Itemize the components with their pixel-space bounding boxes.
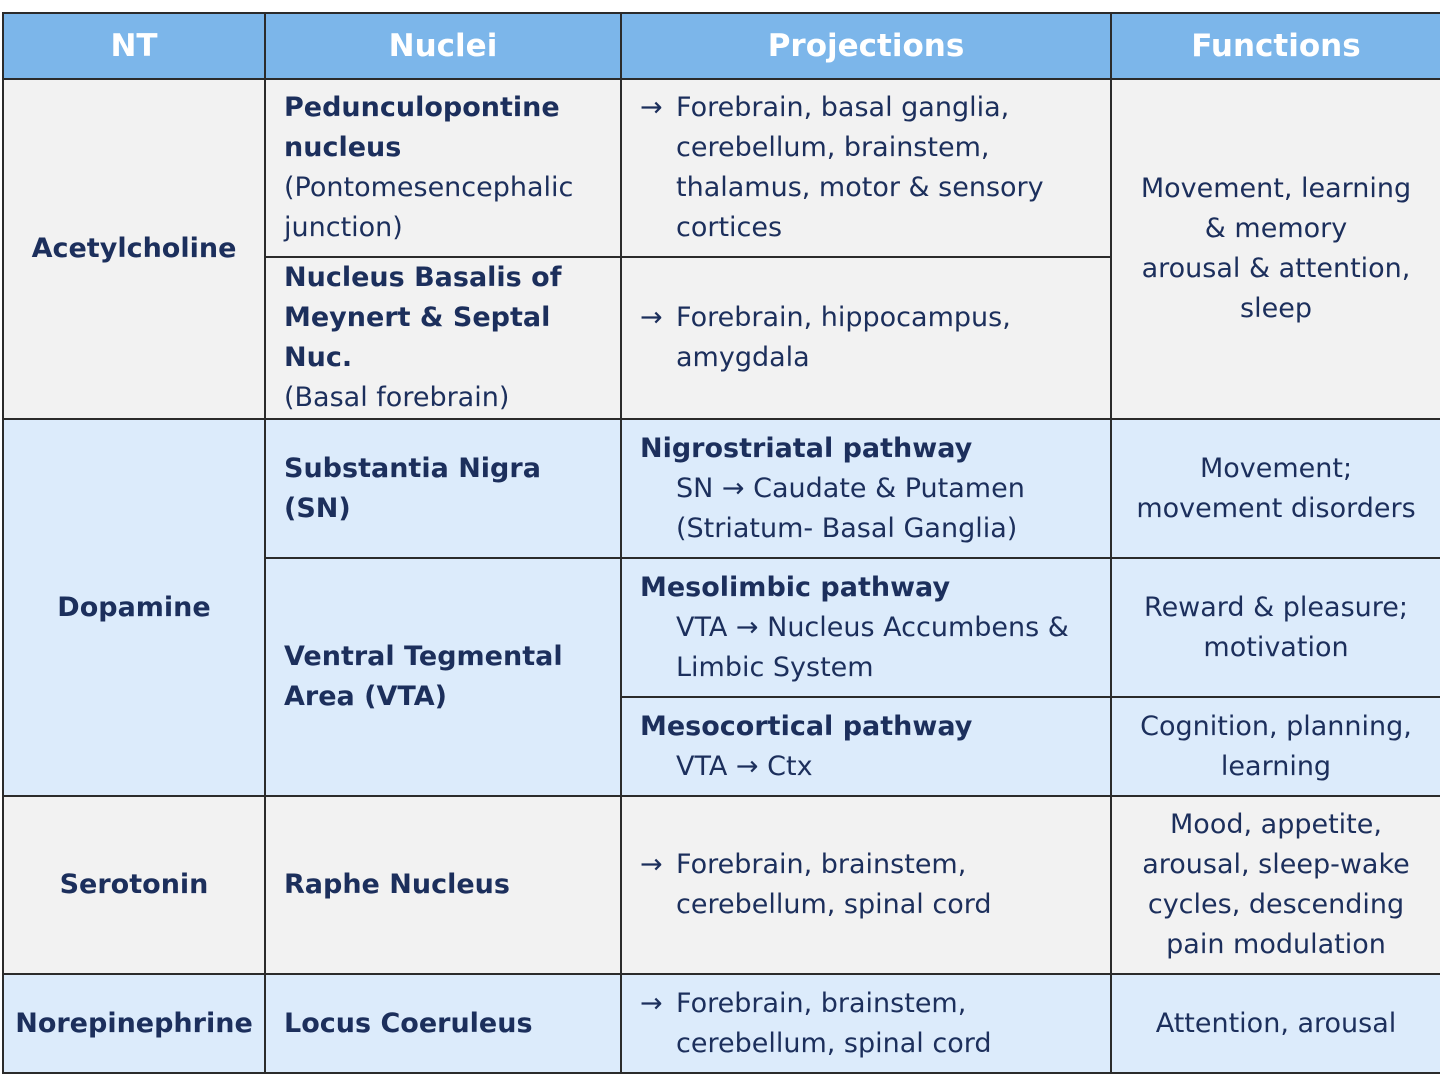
nuclei-plain-line: junction) (284, 212, 403, 243)
nuclei-basalis (265, 257, 621, 419)
pathway-title: Nigrostriatal pathway (640, 432, 973, 464)
table-row-norepinephrine (3, 974, 1440, 1073)
projection-line: amygdala (676, 342, 810, 373)
function-line: Movement; (1199, 452, 1353, 484)
projection-acetylcholine-2 (621, 257, 1111, 419)
projection-mesolimbic (621, 558, 1111, 697)
nt-dopamine: Dopamine (3, 419, 265, 796)
projection-serotonin (621, 796, 1111, 974)
projection-acetylcholine-1 (621, 79, 1111, 257)
pathway-title: Mesolimbic pathway (640, 571, 951, 603)
nuclei-bold-line: Substantia Nigra (SN) (284, 452, 541, 524)
nuclei-bold-line: Locus Coeruleus (284, 1007, 533, 1039)
nuclei-vta (265, 558, 621, 796)
nuclei-substantia-nigra (265, 419, 621, 558)
projection-line: SN → Caudate & Putamen (676, 472, 1025, 504)
nuclei-plain-line: (Pontomesencephalic (284, 172, 574, 203)
projection-line: cerebellum, spinal cord (676, 889, 992, 920)
header-projections: Projections (621, 13, 1111, 79)
nuclei-raphe (265, 796, 621, 974)
projection-line: → Forebrain, brainstem, (640, 984, 1100, 1024)
function-mesolimbic (1111, 558, 1440, 697)
nt-norepinephrine: Norepinephrine (3, 974, 265, 1073)
function-line: motivation (1203, 631, 1349, 663)
nuclei-bold-line: nucleus (284, 132, 402, 163)
projection-line: → Forebrain, hippocampus, (640, 298, 1100, 338)
function-line: learning (1220, 750, 1332, 782)
projection-line: VTA → Ctx (676, 750, 813, 782)
header-nt: NT (3, 13, 265, 79)
projection-line: → Forebrain, basal ganglia, (640, 88, 1100, 128)
table-row-serotonin (3, 796, 1440, 974)
nt-serotonin: Serotonin (3, 796, 265, 974)
function-line: movement disorders (1136, 492, 1416, 524)
projection-line: cerebellum, brainstem, (676, 132, 990, 163)
table-wrapper (2, 12, 1440, 1074)
function-acetylcholine (1111, 79, 1440, 419)
function-mesocortical (1111, 697, 1440, 796)
nuclei-bold-line: Meynert & Septal Nuc. (284, 302, 551, 373)
pathway-title: Mesocortical pathway (640, 710, 973, 742)
function-line: & memory (1204, 213, 1348, 244)
projection-line: (Striatum- Basal Ganglia) (676, 512, 1018, 544)
nt-acetylcholine: Acetylcholine (3, 79, 265, 419)
projection-line: → Forebrain, brainstem, (640, 845, 1100, 885)
function-line: Reward & pleasure; (1144, 591, 1408, 623)
function-line: sleep (1240, 293, 1312, 324)
function-line: cycles, descending (1147, 889, 1405, 920)
projection-line: cerebellum, spinal cord (676, 1027, 992, 1059)
projection-line: cortices (676, 212, 783, 243)
header-row (3, 13, 1440, 79)
nuclei-locus-coeruleus (265, 974, 621, 1073)
header-nuclei: Nuclei (265, 13, 621, 79)
table-row-acetylcholine-1 (3, 79, 1440, 257)
function-serotonin (1111, 796, 1440, 974)
nuclei-bold-line: Raphe Nucleus (284, 869, 510, 900)
neurotransmitter-table (2, 12, 1440, 1074)
table-row-dopamine-1 (3, 419, 1440, 558)
arrow-right-icon: → (640, 849, 663, 880)
projection-norepinephrine (621, 974, 1111, 1073)
projection-nigrostriatal (621, 419, 1111, 558)
projection-line: VTA → Nucleus Accumbens & (676, 611, 1069, 643)
arrow-right-icon: → (640, 92, 663, 123)
function-line: arousal & attention, (1141, 253, 1411, 284)
header-functions: Functions (1111, 13, 1440, 79)
projection-mesocortical (621, 697, 1111, 796)
projection-line: Limbic System (676, 651, 874, 683)
function-nigrostriatal (1111, 419, 1440, 558)
nuclei-plain-line: (Basal forebrain) (284, 382, 510, 413)
arrow-right-icon: → (640, 987, 663, 1019)
arrow-right-icon: → (640, 302, 663, 333)
function-line: Movement, learning (1140, 173, 1412, 204)
function-norepinephrine: Attention, arousal (1111, 974, 1440, 1073)
nuclei-bold-line: Pedunculopontine (284, 92, 560, 123)
function-line: arousal, sleep-wake (1142, 849, 1410, 880)
nuclei-bold-line: Ventral Tegmental (284, 641, 563, 672)
nuclei-pedunculopontine (265, 79, 621, 257)
function-line: pain modulation (1166, 929, 1386, 960)
nuclei-bold-line: Nucleus Basalis of (284, 262, 562, 293)
function-line: Mood, appetite, (1170, 809, 1382, 840)
projection-line: thalamus, motor & sensory (676, 172, 1044, 203)
nuclei-bold-line: Area (VTA) (284, 681, 447, 712)
function-line: Cognition, planning, (1140, 710, 1412, 742)
